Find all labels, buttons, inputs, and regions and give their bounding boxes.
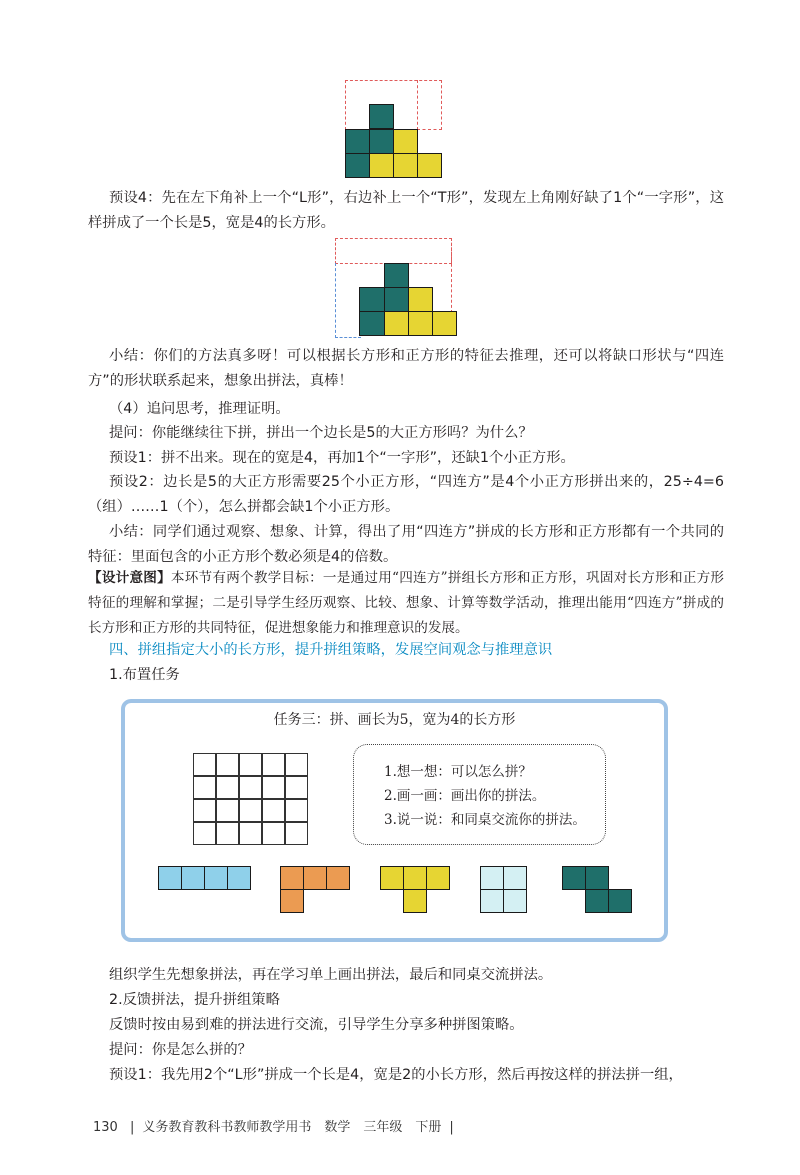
yellow-square	[403, 866, 427, 890]
grid-cell	[285, 799, 308, 822]
design-intent	[88, 566, 724, 641]
pale-square	[480, 866, 504, 890]
yellow-square	[380, 866, 404, 890]
hint-1: 1.想一想：可以怎么拼？	[384, 764, 532, 780]
page-footer: 130 | 义务教育教科书教师教学用书 数学 三年级 下册 |	[93, 1120, 454, 1135]
teal-square	[369, 104, 394, 129]
grid-cell	[216, 753, 239, 776]
yellow-square	[426, 866, 450, 890]
yellow-square	[393, 129, 418, 154]
grid-cell	[262, 822, 285, 845]
section-heading: 四、拼组指定大小的长方形，提升拼组策略，发展空间观念与推理意识	[109, 642, 553, 658]
grid-cell	[239, 799, 262, 822]
missing-region-outline	[417, 80, 442, 130]
paragraph: 反馈时按由易到难的拼法进行交流，引导学生分享多种拼图策略。	[109, 1017, 524, 1033]
grid-cell	[239, 776, 262, 799]
grid-cell	[216, 799, 239, 822]
orange-square	[326, 866, 350, 890]
yellow-square	[403, 889, 427, 913]
teal-square	[585, 866, 609, 890]
subheading: 1.布置任务	[109, 667, 180, 683]
grid-cell	[216, 822, 239, 845]
design-intent-text: 本环节有两个教学目标：一是通过用“四连方”拼组长方形和正方形，巩固对长方形和正方形特征的理解和掌握；二是引导学生经历观察、比较、想象、计算等数学活动，推理出能用“四连方”拼成的长方形和正方形的共同特征，促进想象能力和推理意识的发展。	[88, 570, 724, 636]
paragraph: 组织学生先想象拼法，再在学习单上画出拼法，最后和同桌交流拼法。	[109, 967, 553, 983]
blank-grid-5x4	[193, 753, 308, 845]
grid-cell	[285, 753, 308, 776]
blue-square	[227, 866, 251, 890]
yellow-square	[408, 287, 433, 312]
yellow-square	[417, 153, 442, 178]
grid-cell	[193, 776, 216, 799]
yellow-square	[384, 311, 409, 336]
grid-cell	[285, 776, 308, 799]
pale-square	[503, 889, 527, 913]
yellow-square	[393, 153, 418, 178]
hint-3: 3.说一说：和同桌交流你的拼法。	[384, 812, 586, 828]
teal-square	[608, 889, 632, 913]
pale-square	[503, 866, 527, 890]
grid-cell	[239, 822, 262, 845]
pale-square	[480, 889, 504, 913]
subheading: 2.反馈拼法，提升拼组策略	[109, 992, 280, 1008]
yellow-square	[369, 153, 394, 178]
missing-region-outline	[345, 80, 346, 130]
hint-2: 2.画一画：画出你的拼法。	[384, 788, 546, 804]
teal-square	[562, 866, 586, 890]
grid-cell	[193, 753, 216, 776]
paragraph: 预设2：边长是5的大正方形需要25个小正方形，“四连方”是4个小正方形拼出来的，25÷4=6（组）……1（个），怎么拼都会缺1个小正方形。	[88, 474, 724, 515]
teal-square	[369, 129, 394, 154]
grid-cell	[262, 776, 285, 799]
paragraph: 小结：同学们通过观察、想象、计算，得出了用“四连方”拼成的长方形和正方形都有一个共同的特征：里面包含的小正方形个数必须是4的倍数。	[88, 524, 724, 565]
grid-cell	[216, 776, 239, 799]
task-title: 任务三：拼、画长为5，宽为4的长方形	[273, 712, 516, 728]
figure-preset-4-top	[345, 80, 445, 180]
paragraph: 提问：你是怎么拼的？	[109, 1042, 252, 1058]
blue-square	[181, 866, 205, 890]
grid-cell	[193, 822, 216, 845]
teal-square	[384, 263, 409, 288]
teal-square	[345, 129, 370, 154]
figure-preset-4-bottom	[335, 238, 460, 338]
paragraph: 提问：你能继续往下拼，拼出一个边长是5的大正方形吗？为什么？	[109, 425, 533, 441]
teal-square	[585, 889, 609, 913]
teal-square	[359, 311, 385, 336]
paragraph: 预设1：拼不出来。现在的宽是4，再加1个“一字形”，还缺1个小正方形。	[109, 450, 575, 466]
paragraph: 预设4：先在左下角补上一个“L形”，右边补上一个“T形”，发现左上角刚好缺了1个“一字形”，这样拼成了一个长是5，宽是4的长方形。	[88, 190, 724, 231]
orange-square	[280, 866, 304, 890]
blue-square	[204, 866, 228, 890]
yellow-square	[408, 311, 433, 336]
grid-cell	[262, 753, 285, 776]
grid-cell	[262, 799, 285, 822]
grid-cell	[239, 753, 262, 776]
paragraph: （4）追问思考，推理证明。	[109, 401, 290, 417]
grid-cell	[285, 822, 308, 845]
teal-square	[384, 287, 409, 312]
paragraph: 小结：你们的方法真多呀！可以根据长方形和正方形的特征去推理，还可以将缺口形状与“四连方”的形状联系起来，想象出拼法，真棒！	[88, 348, 724, 389]
yellow-square	[432, 311, 457, 336]
orange-square	[303, 866, 327, 890]
design-intent-label: 【设计意图】	[88, 570, 171, 586]
blue-square	[158, 866, 182, 890]
paragraph: 预设1：我先用2个“L形”拼成一个长是4，宽是2的小长方形，然后再按这样的拼法拼一组，	[109, 1067, 683, 1083]
teal-square	[359, 287, 385, 312]
book-title: 义务教育教科书教师教学用书 数学 三年级 下册	[142, 1120, 442, 1135]
orange-square	[280, 889, 304, 913]
page-number: 130	[93, 1120, 118, 1135]
grid-cell	[193, 799, 216, 822]
teal-square	[345, 153, 370, 178]
blue-dashed-outline	[335, 263, 361, 338]
